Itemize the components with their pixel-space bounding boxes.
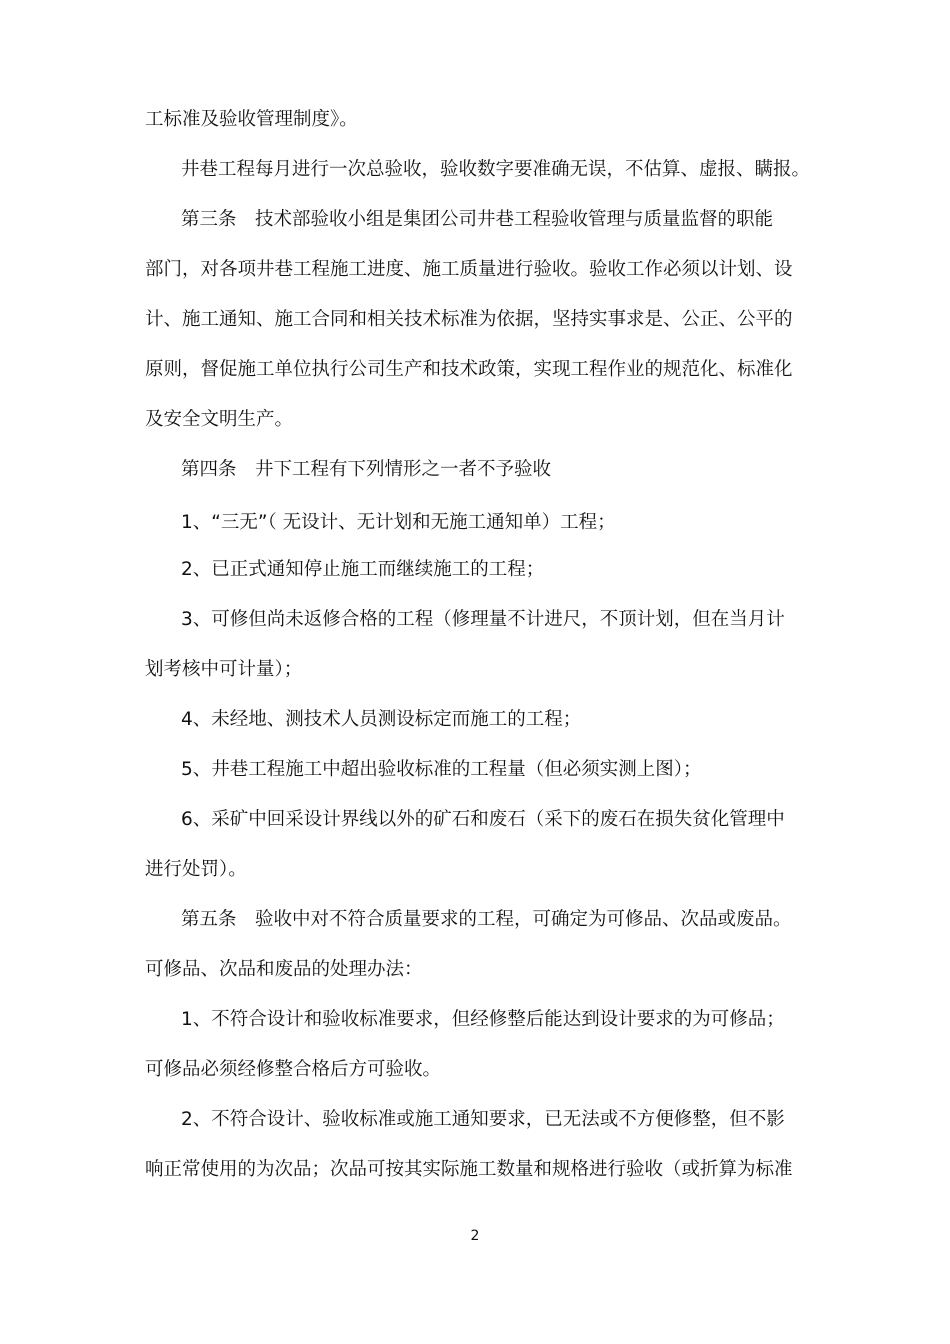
list-item: 3、可修但尚未返修合格的工程（修理量不计进尺，不顶计划，但在当月计	[181, 609, 785, 630]
paragraph-line: 部门，对各项井巷工程施工进度、施工质量进行验收。验收工作必须以计划、设	[145, 259, 793, 280]
article-five-heading: 第五条 验收中对不符合质量要求的工程，可确定为可修品、次品或废品。	[181, 909, 792, 930]
list-item: 4、未经地、测技术人员测设标定而施工的工程；	[181, 709, 582, 730]
page-number: 2	[470, 1228, 480, 1244]
paragraph-line: 进行处罚）。	[145, 859, 247, 880]
article-four-heading: 第四条 井下工程有下列情形之一者不予验收	[181, 459, 552, 480]
list-item: 6、采矿中回采设计界线以外的矿石和废石（采下的废石在损失贫化管理中	[181, 809, 785, 830]
paragraph-line: 工标准及验收管理制度》。	[145, 109, 358, 130]
list-item: 5、井巷工程施工中超出验收标准的工程量（但必须实测上图）；	[181, 759, 702, 780]
paragraph-line: 可修品必须经修整合格后方可验收。	[145, 1059, 442, 1080]
article-three-heading: 第三条 技术部验收小组是集团公司井巷工程验收管理与质量监督的职能	[181, 209, 774, 230]
paragraph-line: 可修品、次品和废品的处理办法：	[145, 959, 423, 980]
paragraph-line: 井巷工程每月进行一次总验收，验收数字要准确无误，不估算、虚报、瞒报。	[181, 159, 811, 180]
list-item: 2、已正式通知停止施工而继续施工的工程；	[181, 559, 545, 580]
list-item: 1、“三无”（ 无设计、无计划和无施工通知单）工程；	[181, 512, 616, 533]
paragraph-line: 及安全文明生产。	[145, 409, 294, 430]
list-item: 1、不符合设计和验收标准要求，但经修整后能达到设计要求的为可修品；	[181, 1009, 785, 1030]
paragraph-line: 原则，督促施工单位执行公司生产和技术政策，实现工程作业的规范化、标准化	[145, 359, 793, 380]
paragraph-line: 响正常使用的为次品；次品可按其实际施工数量和规格进行验收（或折算为标准	[145, 1159, 793, 1180]
paragraph-line: 划考核中可计量）；	[145, 659, 303, 680]
paragraph-line: 计、施工通知、施工合同和相关技术标准为依据，坚持实事求是、公正、公平的	[145, 309, 793, 330]
list-item: 2、不符合设计、验收标准或施工通知要求，已无法或不方便修整，但不影	[181, 1109, 785, 1130]
